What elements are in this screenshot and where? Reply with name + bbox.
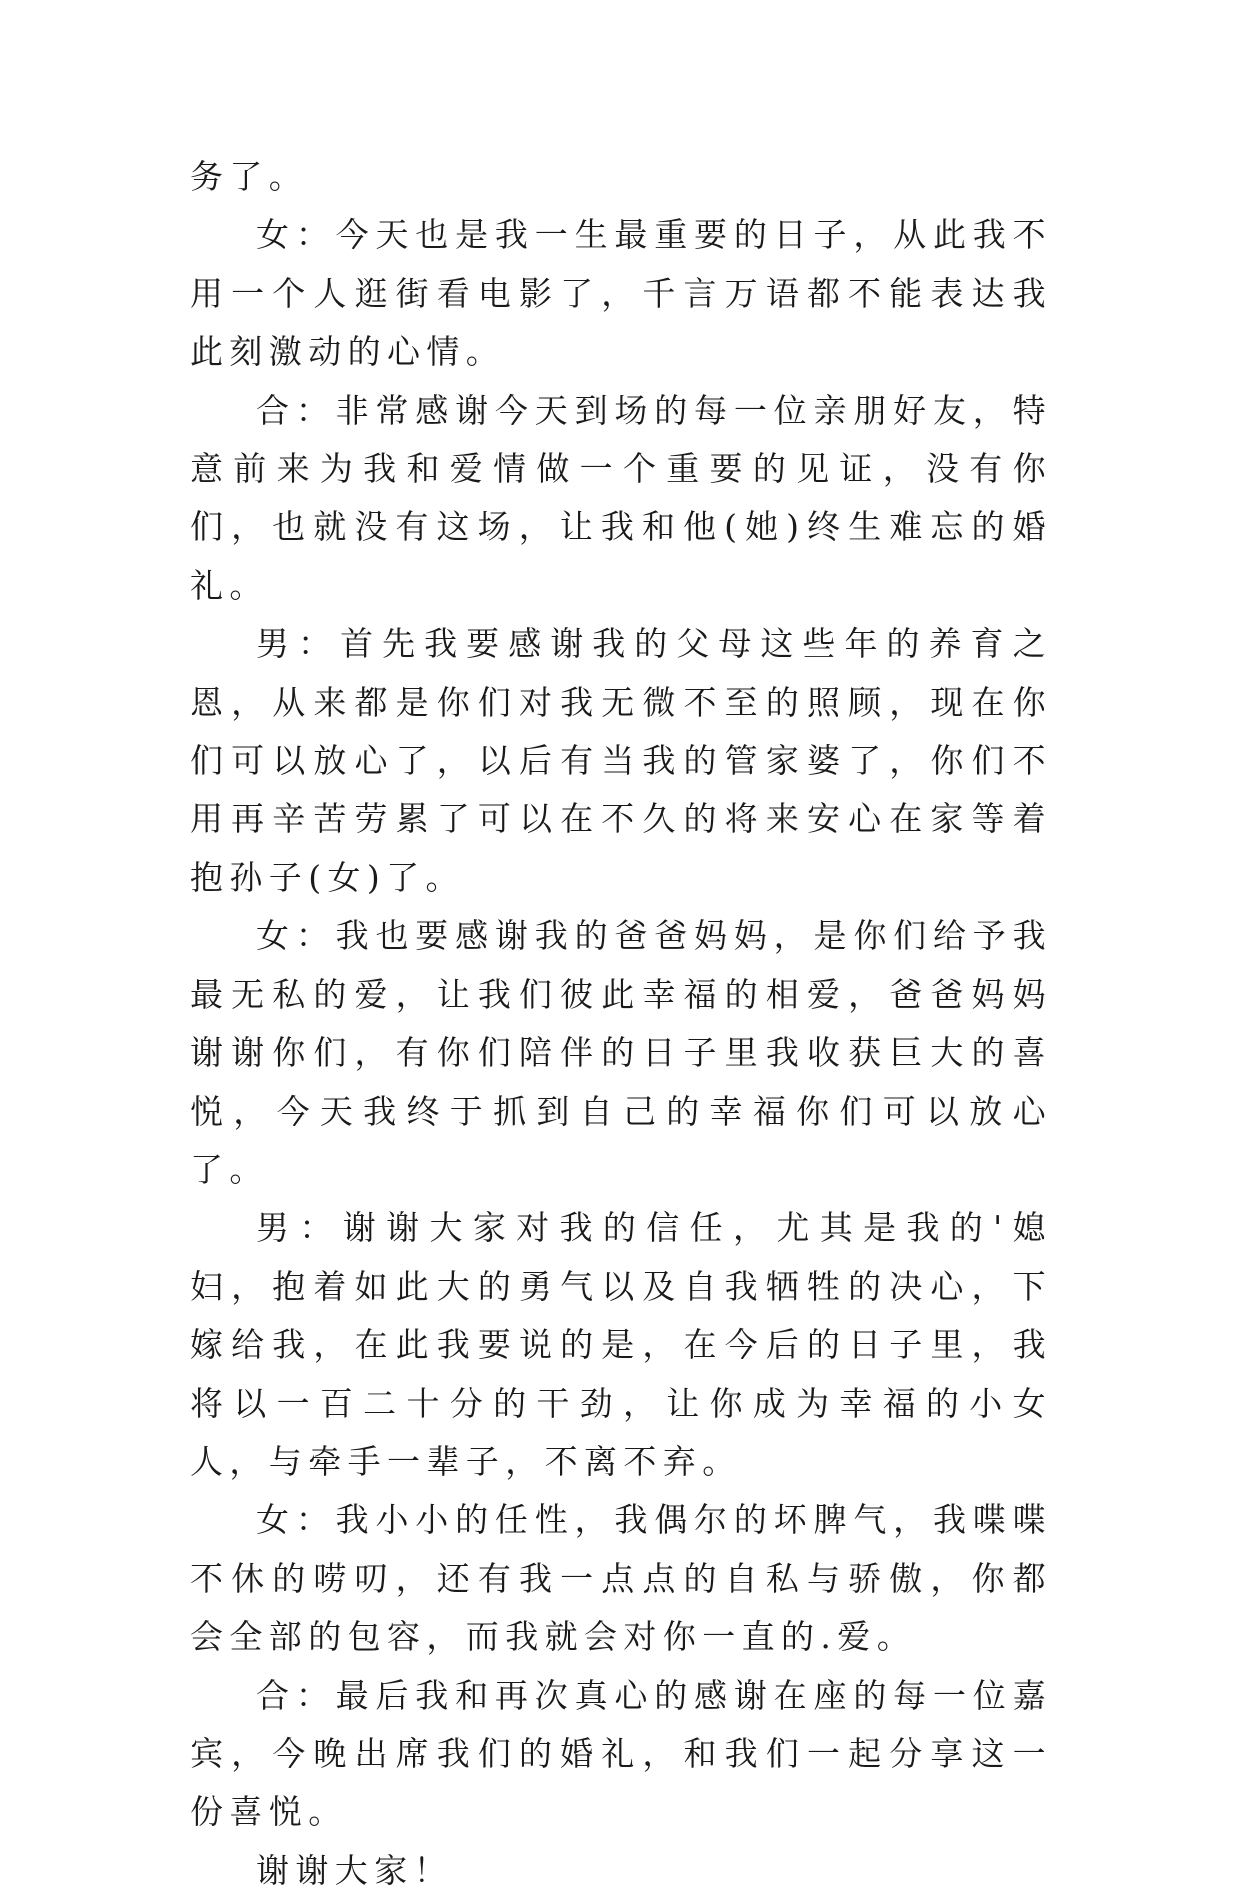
paragraph: 谢谢大家！ — [256, 1850, 453, 1890]
paragraph: 合：最后我和再次真心的感谢在座的每一位嘉宾，今晚出席我们的婚礼，和我们一起分享这一份喜悦。 — [190, 1675, 1052, 1832]
document-body — [190, 148, 1052, 1900]
paragraph: 男：谢谢大家对我的信任，尤其是我的'媳妇，抱着如此大的勇气以及自我牺牲的决心，下嫁给我，在此我要说的是，在今后的日子里，我将以一百二十分的干劲，让你成为幸福的小女人，与牵手一辈子，不离不弃。 — [190, 1208, 1052, 1481]
paragraph: 务了。 — [190, 157, 309, 196]
paragraph: 合：非常感谢今天到场的每一位亲朋好友，特意前来为我和爱情做一个重要的见证，没有你们，也就没有这场，让我和他(她)终生难忘的婚礼。 — [190, 390, 1052, 605]
paragraph: 男：首先我要感谢我的父母这些年的养育之恩，从来都是你们对我无微不至的照顾，现在你们可以放心了，以后有当我的管家婆了，你们不用再辛苦劳累了可以在不久的将来安心在家等着抱孙子(女)了。 — [190, 624, 1052, 897]
paragraph: 女：我小小的任性，我偶尔的坏脾气，我喋喋不休的唠叨，还有我一点点的自私与骄傲，你都会全部的包容，而我就会对你一直的.爱。 — [190, 1500, 1052, 1657]
paragraph: 女：我也要感谢我的爸爸妈妈，是你们给予我最无私的爱，让我们彼此幸福的相爱，爸爸妈妈谢谢你们，有你们陪伴的日子里我收获巨大的喜悦，今天我终于抓到自己的幸福你们可以放心了。 — [190, 916, 1052, 1189]
paragraph: 女：今天也是我一生最重要的日子，从此我不用一个人逛街看电影了，千言万语都不能表达我此刻激动的心情。 — [190, 215, 1052, 372]
